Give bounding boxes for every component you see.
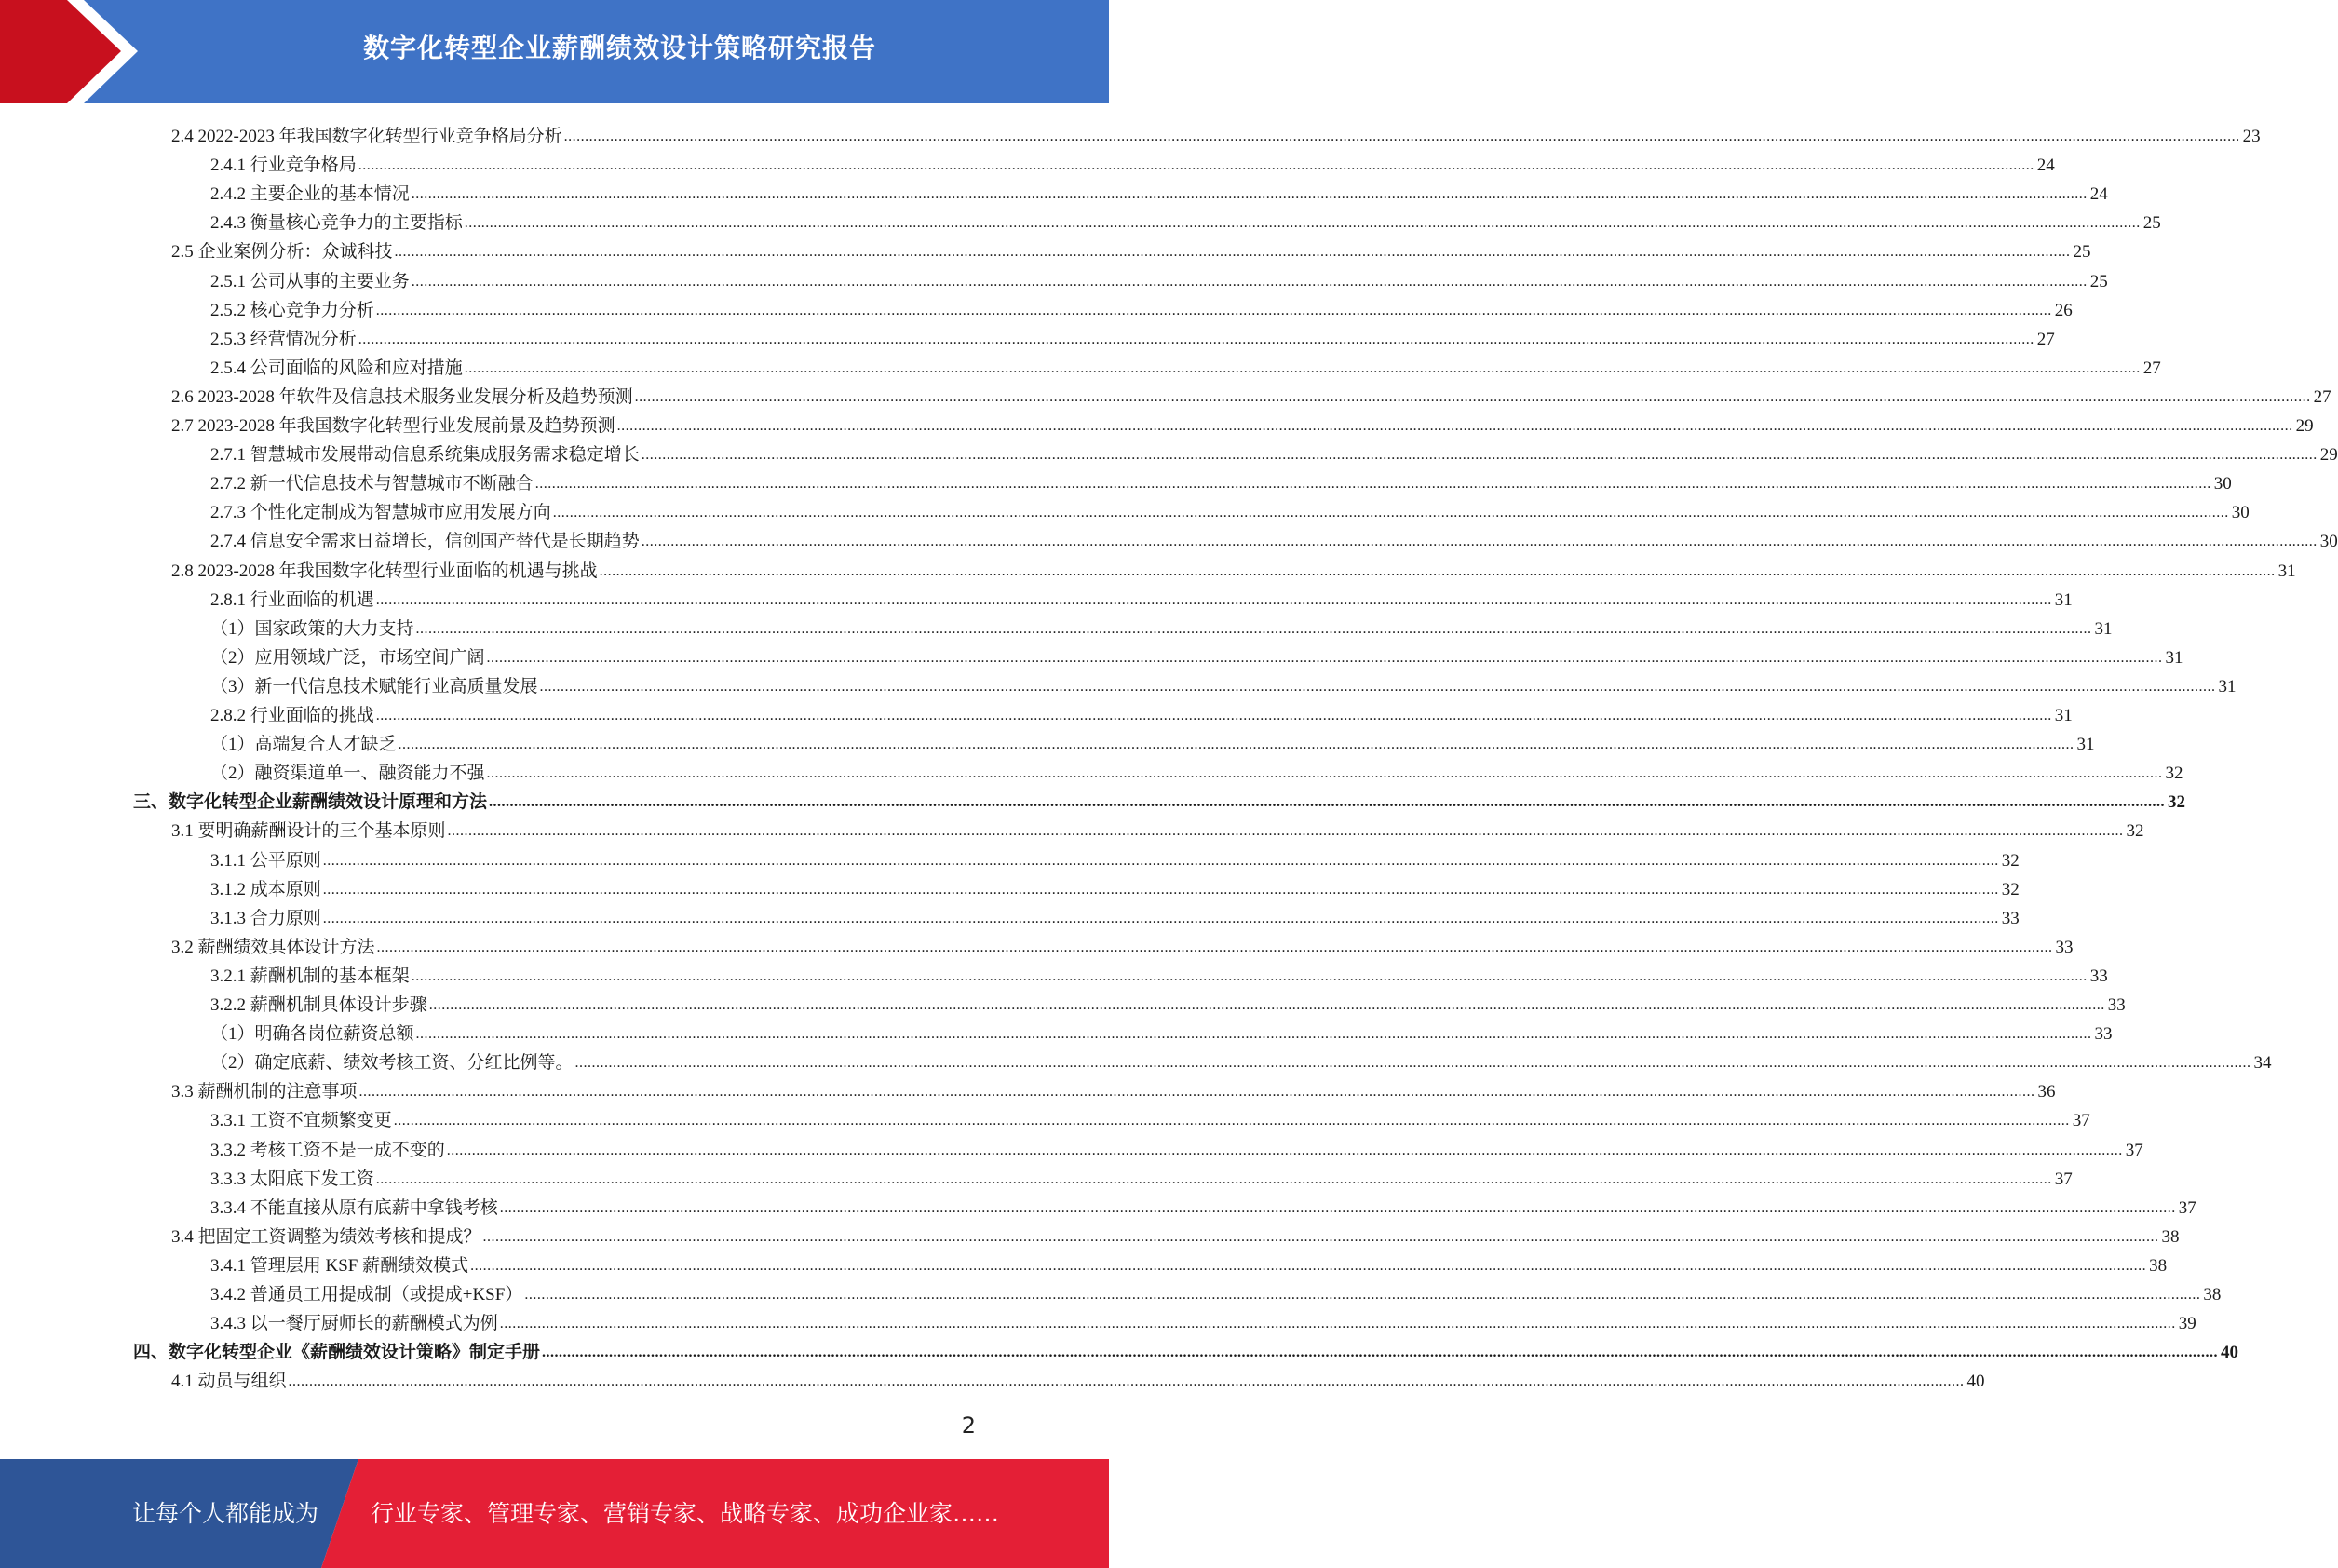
toc-entry[interactable] <box>171 553 2296 582</box>
toc-entry-page: 31 <box>2076 735 2095 755</box>
toc-dot-leader: ................................................................................................................................................................................................................................................................................................................................................................................................................ <box>288 1373 1965 1390</box>
toc-entry-page: 30 <box>2213 474 2232 494</box>
toc-entry[interactable] <box>210 205 2161 234</box>
toc-dot-leader: ................................................................................................................................................................................................................................................................................................................................................................................................................ <box>322 852 1999 869</box>
toc-entry-page: 38 <box>2161 1226 2180 1247</box>
toc-entry-page: 37 <box>2054 1169 2073 1189</box>
toc-dot-leader: ................................................................................................................................................................................................................................................................................................................................................................................................................ <box>534 476 2211 493</box>
toc-entry-page: 37 <box>2072 1111 2090 1131</box>
toc-entry[interactable] <box>210 321 2055 350</box>
toc-dot-leader: ................................................................................................................................................................................................................................................................................................................................................................................................................ <box>376 939 2053 955</box>
toc-entry[interactable] <box>171 118 2261 147</box>
toc-entry-title: 3.4 把固定工资调整为绩效考核和提成？ <box>171 1226 481 1247</box>
toc-entry-title: 2.7.4 信息安全需求日益增长，信创国产替代是长期趋势 <box>210 532 640 552</box>
toc-entry-title: 3.3 薪酬机制的注意事项 <box>171 1082 358 1102</box>
toc-entry-page: 30 <box>2319 532 2338 552</box>
toc-entry-page: 31 <box>2054 706 2073 725</box>
toc-entry[interactable] <box>210 1161 2073 1190</box>
toc-dot-leader: ................................................................................................................................................................................................................................................................................................................................................................................................................ <box>464 359 2141 376</box>
toc-entry-page: 25 <box>2089 271 2108 291</box>
toc-entry-title: 2.7.3 个性化定制成为智慧城市应用发展方向 <box>210 503 551 523</box>
page-header <box>0 0 1109 103</box>
toc-entry-page: 31 <box>2054 589 2073 610</box>
toc-dot-leader: ................................................................................................................................................................................................................................................................................................................................................................................................................ <box>447 823 2124 840</box>
toc-entry-title: 2.7.1 智慧城市发展带动信息系统集成服务需求稳定增长 <box>210 445 640 466</box>
toc-entry[interactable] <box>210 1248 2168 1277</box>
toc-dot-leader: ................................................................................................................................................................................................................................................................................................................................................................................................................ <box>470 1257 2147 1274</box>
toc-entry[interactable] <box>210 582 2073 611</box>
toc-entry-title: 3.1.2 成本原则 <box>210 879 321 899</box>
toc-entry[interactable] <box>210 958 2108 987</box>
toc-dot-leader: ................................................................................................................................................................................................................................................................................................................................................................................................................ <box>634 388 2311 405</box>
toc-entry-title: 2.4 2022-2023 年我国数字化转型行业竞争格局分析 <box>171 127 562 146</box>
toc-entry-page: 30 <box>2231 503 2250 523</box>
toc-entry-page: 29 <box>2319 445 2338 466</box>
toc-dot-leader: ................................................................................................................................................................................................................................................................................................................................................................................................................ <box>486 765 2163 782</box>
toc-entry[interactable] <box>210 669 2237 697</box>
toc-entry[interactable] <box>210 350 2161 379</box>
toc-entry-title: （1）高端复合人才缺乏 <box>210 735 397 755</box>
toc-entry[interactable] <box>210 755 2183 784</box>
toc-entry[interactable] <box>210 1305 2196 1334</box>
page-footer <box>0 1459 1109 1568</box>
toc-entry-page: 37 <box>2178 1197 2196 1218</box>
toc-dot-leader: ................................................................................................................................................................................................................................................................................................................................................................................................................ <box>375 591 2052 608</box>
toc-entry[interactable] <box>210 726 2095 755</box>
toc-entry-page: 39 <box>2178 1314 2196 1334</box>
toc-entry-title: 2.8.2 行业面临的挑战 <box>210 706 374 725</box>
toc-entry[interactable] <box>210 697 2073 726</box>
header-red-chevron <box>0 0 121 103</box>
toc-entry[interactable] <box>171 813 2144 842</box>
toc-entry[interactable] <box>171 234 2091 263</box>
toc-entry[interactable] <box>171 1074 2056 1102</box>
toc-entry-page: 34 <box>2253 1053 2272 1074</box>
toc-dot-leader: ................................................................................................................................................................................................................................................................................................................................................................................................................ <box>394 244 2071 261</box>
toc-entry-title: 三、数字化转型企业薪酬绩效设计原理和方法 <box>133 792 488 813</box>
toc-entry-page: 32 <box>2165 764 2183 784</box>
toc-entry-page: 38 <box>2203 1285 2222 1304</box>
toc-entry[interactable] <box>171 1219 2180 1248</box>
toc-entry-title: 2.6 2023-2028 年软件及信息技术服务业发展分析及趋势预测 <box>171 386 633 407</box>
toc-dot-leader: ................................................................................................................................................................................................................................................................................................................................................................................................................ <box>563 128 2240 144</box>
toc-dot-leader: ................................................................................................................................................................................................................................................................................................................................................................................................................ <box>446 1142 2123 1158</box>
toc-entry-page: 31 <box>2094 618 2113 639</box>
toc-entry-page: 40 <box>1966 1372 1985 1392</box>
toc-entry-title: 3.1 要明确薪酬设计的三个基本原则 <box>171 821 446 842</box>
toc-entry[interactable] <box>210 523 2338 552</box>
toc-entry-title: 2.7 2023-2028 年我国数字化转型行业发展前景及趋势预测 <box>171 416 615 436</box>
toc-dot-leader: ................................................................................................................................................................................................................................................................................................................................................................................................................ <box>539 678 2216 695</box>
toc-entry-page: 32 <box>2168 792 2186 813</box>
toc-entry-page: 37 <box>2125 1140 2143 1160</box>
toc-dot-leader: ................................................................................................................................................................................................................................................................................................................................................................................................................ <box>375 708 2052 723</box>
toc-entry[interactable] <box>171 929 2074 958</box>
toc-entry[interactable] <box>210 466 2232 494</box>
toc-entry-title: 3.3.1 工资不宜频繁变更 <box>210 1111 392 1131</box>
page-number: 2 <box>961 1413 976 1439</box>
toc-entry[interactable] <box>210 494 2250 523</box>
toc-dot-leader: ................................................................................................................................................................................................................................................................................................................................................................................................................ <box>499 1316 2176 1332</box>
toc-entry-page: 29 <box>2295 416 2314 436</box>
toc-dot-leader: ................................................................................................................................................................................................................................................................................................................................................................................................................ <box>641 534 2318 550</box>
toc-entry[interactable] <box>133 1334 2239 1363</box>
toc-entry-page: 33 <box>2107 995 2126 1015</box>
toc-entry[interactable] <box>133 784 2186 813</box>
toc-entry-title: 3.2 薪酬绩效具体设计方法 <box>171 937 375 957</box>
toc-entry-title: 四、数字化转型企业《薪酬绩效设计策略》制定手册 <box>133 1343 541 1363</box>
toc-entry-title: （3）新一代信息技术赋能行业高质量发展 <box>210 676 538 696</box>
toc-entry-title: 2.5.2 核心竞争力分析 <box>210 300 374 320</box>
toc-entry-title: （1）国家政策的大力支持 <box>210 618 414 639</box>
toc-dot-leader: ................................................................................................................................................................................................................................................................................................................................................................................................................ <box>599 562 2276 579</box>
toc-entry-page: 32 <box>2001 850 2020 871</box>
toc-entry-title: 3.1.3 合力原则 <box>210 908 321 928</box>
toc-entry-page: 33 <box>2001 908 2020 928</box>
toc-dot-leader: ................................................................................................................................................................................................................................................................................................................................................................................................................ <box>415 1026 2092 1043</box>
toc-entry-page: 32 <box>2126 821 2144 842</box>
toc-dot-leader: ................................................................................................................................................................................................................................................................................................................................................................................................................ <box>358 157 2034 174</box>
footer-slogan-left: 让每个人都能成为 <box>132 1500 319 1527</box>
toc-dot-leader: ................................................................................................................................................................................................................................................................................................................................................................................................................ <box>322 910 1999 926</box>
toc-entry-title: 3.3.3 太阳底下发工资 <box>210 1169 374 1189</box>
toc-entry-page: 25 <box>2073 242 2091 263</box>
toc-entry-page: 31 <box>2218 676 2237 696</box>
toc-entry-page: 36 <box>2037 1082 2056 1102</box>
toc-entry[interactable] <box>210 1132 2143 1161</box>
toc-entry-page: 27 <box>2036 329 2055 349</box>
footer-slogan-right: 行业专家、管理专家、营销专家、战略专家、成功企业家…… <box>371 1500 1000 1527</box>
toc-entry[interactable] <box>171 379 2331 408</box>
toc-entry-page: 31 <box>2277 561 2296 581</box>
toc-entry[interactable] <box>210 843 2020 872</box>
toc-dot-leader: ................................................................................................................................................................................................................................................................................................................................................................................................................ <box>542 1345 2219 1361</box>
toc-dot-leader: ................................................................................................................................................................................................................................................................................................................................................................................................................ <box>375 302 2052 318</box>
toc-entry-page: 40 <box>2221 1343 2239 1363</box>
toc-entry-title: 3.1.1 公平原则 <box>210 850 321 871</box>
toc-dot-leader: ................................................................................................................................................................................................................................................................................................................................................................................................................ <box>398 737 2074 753</box>
toc-dot-leader: ................................................................................................................................................................................................................................................................................................................................................................................................................ <box>358 331 2034 347</box>
toc-entry[interactable] <box>210 264 2108 292</box>
toc-entry[interactable] <box>210 1016 2113 1045</box>
toc-dot-leader: ................................................................................................................................................................................................................................................................................................................................................................................................................ <box>415 620 2092 637</box>
toc-entry-page: 27 <box>2313 386 2331 407</box>
toc-entry-title: 3.4.2 普通员工用提成制（或提成+KSF） <box>210 1285 523 1304</box>
toc-entry-title: （2）确定底薪、绩效考核工资、分红比例等。 <box>210 1053 574 1074</box>
toc-entry-title: （2）应用领域广泛，市场空间广阔 <box>210 647 485 668</box>
toc-dot-leader: ................................................................................................................................................................................................................................................................................................................................................................................................................ <box>499 1199 2176 1216</box>
toc-entry[interactable] <box>210 1045 2272 1074</box>
toc-entry-page: 33 <box>2094 1024 2113 1045</box>
toc-entry-title: 2.8 2023-2028 年我国数字化转型行业面临的机遇与挑战 <box>171 561 598 581</box>
toc-dot-leader: ................................................................................................................................................................................................................................................................................................................................................................................................................ <box>489 794 2166 811</box>
toc-dot-leader: ................................................................................................................................................................................................................................................................................................................................................................................................................ <box>428 997 2105 1013</box>
toc-entry-title: 3.4.1 管理层用 KSF 薪酬绩效模式 <box>210 1255 469 1276</box>
toc-entry-title: （2）融资渠道单一、融资能力不强 <box>210 764 485 784</box>
toc-entry-page: 24 <box>2089 184 2108 205</box>
toc-entry-title: 3.2.2 薪酬机制具体设计步骤 <box>210 995 427 1015</box>
report-title: 数字化转型企业薪酬绩效设计策略研究报告 <box>362 33 876 63</box>
toc-dot-leader: ................................................................................................................................................................................................................................................................................................................................................................................................................ <box>524 1287 2201 1303</box>
toc-entry[interactable] <box>210 437 2338 466</box>
toc-entry-title: 3.4.3 以一餐厅厨师长的薪酬模式为例 <box>210 1314 498 1334</box>
toc-entry-title: 2.4.1 行业竞争格局 <box>210 155 357 176</box>
toc-entry[interactable] <box>210 147 2055 176</box>
toc-entry[interactable] <box>210 1102 2090 1131</box>
toc-entry-page: 32 <box>2001 879 2020 899</box>
toc-entry-page: 26 <box>2054 300 2073 320</box>
toc-dot-leader: ................................................................................................................................................................................................................................................................................................................................................................................................................ <box>616 418 2293 434</box>
toc-dot-leader: ................................................................................................................................................................................................................................................................................................................................................................................................................ <box>486 649 2163 666</box>
toc-entry-title: 2.5.3 经营情况分析 <box>210 329 357 349</box>
toc-dot-leader: ................................................................................................................................................................................................................................................................................................................................................................................................................ <box>411 186 2088 203</box>
toc-entry[interactable] <box>210 292 2073 321</box>
toc-entry-page: 25 <box>2142 213 2161 234</box>
toc-dot-leader: ................................................................................................................................................................................................................................................................................................................................................................................................................ <box>358 1084 2035 1101</box>
toc-dot-leader: ................................................................................................................................................................................................................................................................................................................................................................................................................ <box>322 881 1999 898</box>
toc-entry-page: 31 <box>2165 647 2183 668</box>
toc-dot-leader: ................................................................................................................................................................................................................................................................................................................................................................................................................ <box>552 505 2229 521</box>
toc-entry-page: 33 <box>2055 937 2074 957</box>
toc-entry[interactable] <box>210 872 2020 900</box>
toc-entry-title: （1）明确各岗位薪资总额 <box>210 1024 414 1045</box>
toc-dot-leader: ................................................................................................................................................................................................................................................................................................................................................................................................................ <box>411 273 2088 290</box>
toc-dot-leader: ................................................................................................................................................................................................................................................................................................................................................................................................................ <box>393 1113 2070 1129</box>
toc-entry[interactable] <box>210 640 2183 669</box>
toc-entry[interactable] <box>171 1363 1985 1392</box>
toc-entry-page: 38 <box>2149 1255 2168 1276</box>
toc-entry[interactable] <box>171 408 2314 437</box>
toc-entry-title: 2.4.3 衡量核心竞争力的主要指标 <box>210 213 463 234</box>
toc-entry[interactable] <box>210 1190 2196 1219</box>
toc-entry[interactable] <box>210 1277 2222 1305</box>
toc-entry-title: 2.8.1 行业面临的机遇 <box>210 589 374 610</box>
toc-entry-page: 27 <box>2142 358 2161 378</box>
toc-dot-leader: ................................................................................................................................................................................................................................................................................................................................................................................................................ <box>464 215 2141 232</box>
toc-entry-title: 2.7.2 新一代信息技术与智慧城市不断融合 <box>210 474 534 494</box>
toc-entry-title: 3.3.2 考核工资不是一成不变的 <box>210 1140 445 1160</box>
toc-dot-leader: ................................................................................................................................................................................................................................................................................................................................................................................................................ <box>574 1055 2251 1072</box>
toc-entry[interactable] <box>210 987 2126 1016</box>
toc-dot-leader: ................................................................................................................................................................................................................................................................................................................................................................................................................ <box>641 447 2318 464</box>
toc-entry-page: 23 <box>2242 127 2261 146</box>
toc-dot-leader: ................................................................................................................................................................................................................................................................................................................................................................................................................ <box>411 967 2088 984</box>
toc-entry-title: 2.5.1 公司从事的主要业务 <box>210 271 410 291</box>
toc-entry-page: 24 <box>2036 155 2055 176</box>
toc-entry[interactable] <box>210 611 2113 640</box>
toc-entry[interactable] <box>210 900 2020 929</box>
toc-dot-leader: ................................................................................................................................................................................................................................................................................................................................................................................................................ <box>482 1228 2159 1245</box>
toc-entry-title: 2.4.2 主要企业的基本情况 <box>210 184 410 205</box>
toc-entry-page: 33 <box>2089 966 2108 986</box>
toc-entry-title: 3.3.4 不能直接从原有底薪中拿钱考核 <box>210 1197 498 1218</box>
toc-entry-title: 2.5.4 公司面临的风险和应对措施 <box>210 358 463 378</box>
toc-entry-title: 2.5 企业案例分析：众诚科技 <box>171 242 393 263</box>
toc-entry[interactable] <box>210 176 2108 205</box>
toc-entry-title: 4.1 动员与组织 <box>171 1372 287 1392</box>
toc-entry-title: 3.2.1 薪酬机制的基本框架 <box>210 966 410 986</box>
toc-dot-leader: ................................................................................................................................................................................................................................................................................................................................................................................................................ <box>375 1170 2052 1187</box>
